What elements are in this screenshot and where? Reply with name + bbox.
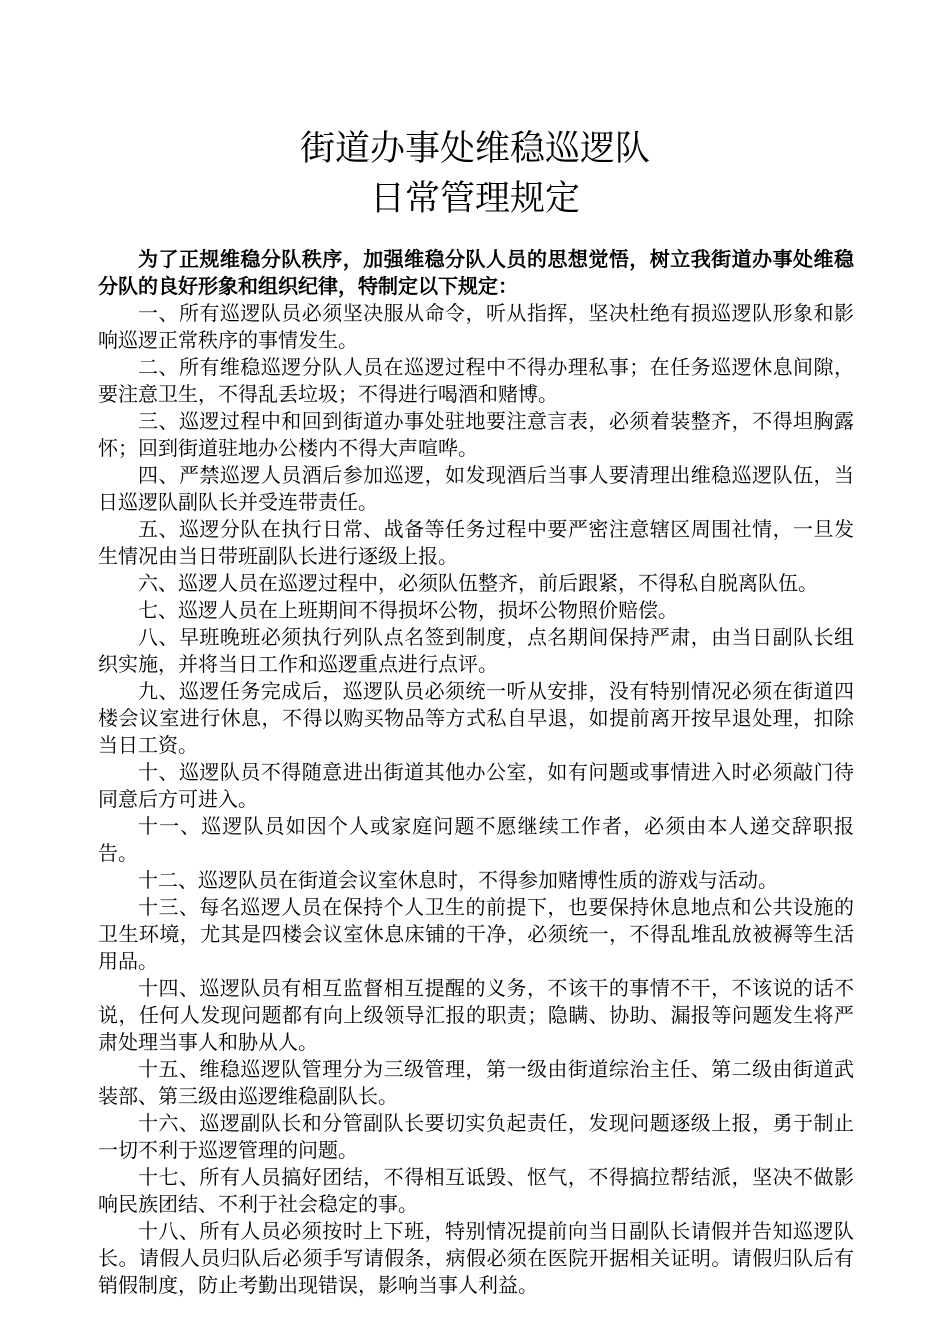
rule-18: 十八、所有人员必须按时上下班，特别情况提前向当日副队长请假并告知巡逻队长。请假人员归队后必须手写请假条，病假必须在医院开据相关证明。请假归队后有销假制度，防止考勤出现错误，影响当事人利益。 bbox=[98, 1219, 854, 1297]
rule-1: 一、所有巡逻队员必须坚决服从命令，听从指挥，坚决杜绝有损巡逻队形象和影响巡逻正常秩序的事情发生。 bbox=[98, 301, 854, 352]
rule-9: 九、巡逻任务完成后，巡逻队员必须统一听从安排，没有特别情况必须在街道四楼会议室进行休息，不得以购买物品等方式私自早退，如提前离开按早退处理，扣除当日工资。 bbox=[98, 679, 854, 757]
rule-16: 十六、巡逻副队长和分管副队长要切实负起责任，发现问题逐级上报，勇于制止一切不利于巡逻管理的问题。 bbox=[98, 1111, 854, 1162]
rule-15: 十五、维稳巡逻队管理分为三级管理，第一级由街道综治主任、第二级由街道武装部、第三级由巡逻维稳副队长。 bbox=[98, 1057, 854, 1108]
rule-4: 四、严禁巡逻人员酒后参加巡逻，如发现酒后当事人要清理出维稳巡逻队伍，当日巡逻队副队长并受连带责任。 bbox=[98, 463, 854, 514]
document-title-line-2: 日常管理规定 bbox=[369, 179, 580, 219]
rule-3: 三、巡逻过程中和回到街道办事处驻地要注意言表，必须着装整齐，不得坦胸露怀；回到街道驻地办公楼内不得大声喧哗。 bbox=[98, 409, 854, 460]
document-title-line-1: 街道办事处维稳巡逻队 bbox=[299, 129, 650, 169]
rule-10: 十、巡逻队员不得随意进出街道其他办公室，如有问题或事情进入时必须敲门待同意后方可进入。 bbox=[98, 760, 854, 811]
document-body bbox=[98, 246, 854, 1299]
rule-5: 五、巡逻分队在执行日常、战备等任务过程中要严密注意辖区周围社情，一旦发生情况由当日带班副队长进行逐级上报。 bbox=[98, 517, 854, 568]
rule-11: 十一、巡逻队员如因个人或家庭问题不愿继续工作者，必须由本人递交辞职报告。 bbox=[98, 814, 854, 865]
rule-17: 十七、所有人员搞好团结，不得相互诋毁、怄气，不得搞拉帮结派，坚决不做影响民族团结、不利于社会稳定的事。 bbox=[98, 1165, 854, 1216]
rule-14: 十四、巡逻队员有相互监督相互提醒的义务，不该干的事情不干，不该说的话不说，任何人发现问题都有向上级领导汇报的职责；隐瞒、协助、漏报等问题发生将严肃处理当事人和胁从人。 bbox=[98, 976, 854, 1054]
intro-paragraph: 为了正规维稳分队秩序，加强维稳分队人员的思想觉悟，树立我街道办事处维稳分队的良好形象和组织纪律，特制定以下规定： bbox=[98, 247, 854, 298]
rule-13: 十三、每名巡逻人员在保持个人卫生的前提下，也要保持休息地点和公共设施的卫生环境，尤其是四楼会议室休息床铺的干净，必须统一，不得乱堆乱放被褥等生活用品。 bbox=[98, 895, 854, 973]
rule-6: 六、巡逻人员在巡逻过程中，必须队伍整齐，前后跟紧，不得私自脱离队伍。 bbox=[138, 571, 818, 595]
rule-2: 二、所有维稳巡逻分队人员在巡逻过程中不得办理私事；在任务巡逻休息间隙，要注意卫生，不得乱丢垃圾；不得进行喝酒和赌博。 bbox=[98, 355, 854, 406]
rule-12: 十二、巡逻队员在街道会议室休息时，不得参加赌博性质的游戏与活动。 bbox=[138, 868, 778, 892]
rule-7: 七、巡逻人员在上班期间不得损坏公物，损坏公物照价赔偿。 bbox=[138, 598, 678, 622]
rule-8: 八、早班晚班必须执行列队点名签到制度，点名期间保持严肃，由当日副队长组织实施，并将当日工作和巡逻重点进行点评。 bbox=[98, 625, 854, 676]
